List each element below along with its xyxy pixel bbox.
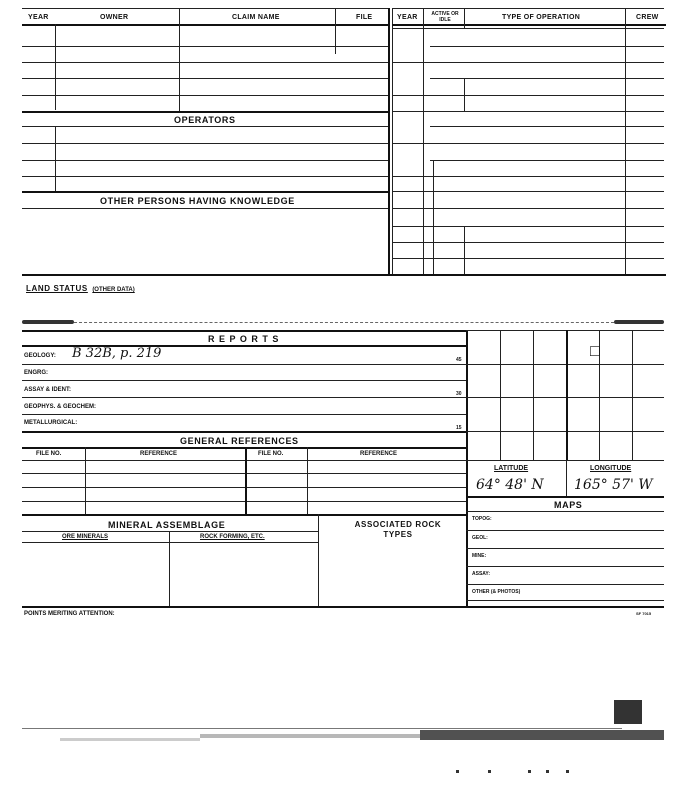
operators-label: OPERATORS — [174, 115, 236, 125]
report-code-assay: 30 — [456, 391, 462, 397]
maps-row-geol: GEOL: — [472, 535, 488, 541]
report-value-geology: B 32B, p. 219 — [72, 346, 162, 361]
report-code-geology: 45 — [456, 357, 462, 363]
land-status-label: LAND STATUS — [26, 284, 88, 293]
latitude-label: LATITUDE — [494, 465, 529, 472]
longitude-label: LONGITUDE — [590, 465, 632, 472]
reports-title: R E P O R T S — [208, 334, 280, 344]
land-status-note: (OTHER DATA) — [92, 287, 135, 293]
points-meriting-attention-label: POINTS MERITING ATTENTION: — [24, 611, 115, 617]
header-file: FILE — [356, 14, 373, 21]
header-owner: OWNER — [100, 14, 129, 21]
form-code: SF 7015 — [636, 611, 652, 616]
report-label-engrg: ENGRG: — [24, 370, 48, 376]
grid-mark-icon: □ — [590, 343, 600, 360]
header-active-or-idle: ACTIVE OR IDLE — [431, 11, 459, 23]
report-label-assay: ASSAY & IDENT: — [24, 387, 72, 393]
maps-row-assay: ASSAY: — [472, 571, 491, 577]
associated-rock-types-title: ASSOCIATED ROCK TYPES — [354, 520, 442, 539]
ref-col-file-no-2: FILE NO. — [258, 451, 284, 457]
ref-col-file-no-1: FILE NO. — [36, 451, 62, 457]
header-type-of-operation: TYPE OF OPERATION — [502, 14, 581, 21]
ref-col-reference-1: REFERENCE — [140, 451, 178, 457]
report-label-metallurgical: METALLURGICAL: — [24, 420, 78, 426]
ref-col-reference-2: REFERENCE — [360, 451, 398, 457]
header-year: YEAR — [28, 14, 49, 21]
report-label-geology: GEOLOGY: — [24, 353, 56, 359]
maps-row-mine: MINE: — [472, 553, 487, 559]
other-persons-label: OTHER PERSONS HAVING KNOWLEDGE — [100, 196, 295, 206]
header-year-2: YEAR — [397, 14, 418, 21]
rock-forming-label: ROCK FORMING, ETC. — [200, 534, 265, 540]
land-status — [26, 278, 135, 296]
maps-row-other: OTHER (& PHOTOS) — [472, 589, 521, 595]
maps-title: MAPS — [554, 500, 583, 510]
report-label-geophys: GEOPHYS. & GEOCHEM: — [24, 404, 97, 410]
report-code-metallurgical: 15 — [456, 425, 462, 431]
header-claim-name: CLAIM NAME — [232, 14, 280, 21]
ore-minerals-label: ORE MINERALS — [62, 534, 109, 540]
mineral-assemblage-title: MINERAL ASSEMBLAGE — [108, 520, 226, 530]
general-references-title: GENERAL REFERENCES — [180, 436, 299, 446]
longitude-value: 165° 57' W — [574, 477, 653, 493]
latitude-value: 64° 48' N — [476, 477, 544, 493]
header-crew: CREW — [636, 14, 659, 21]
maps-row-topog: TOPOG: — [472, 516, 492, 522]
